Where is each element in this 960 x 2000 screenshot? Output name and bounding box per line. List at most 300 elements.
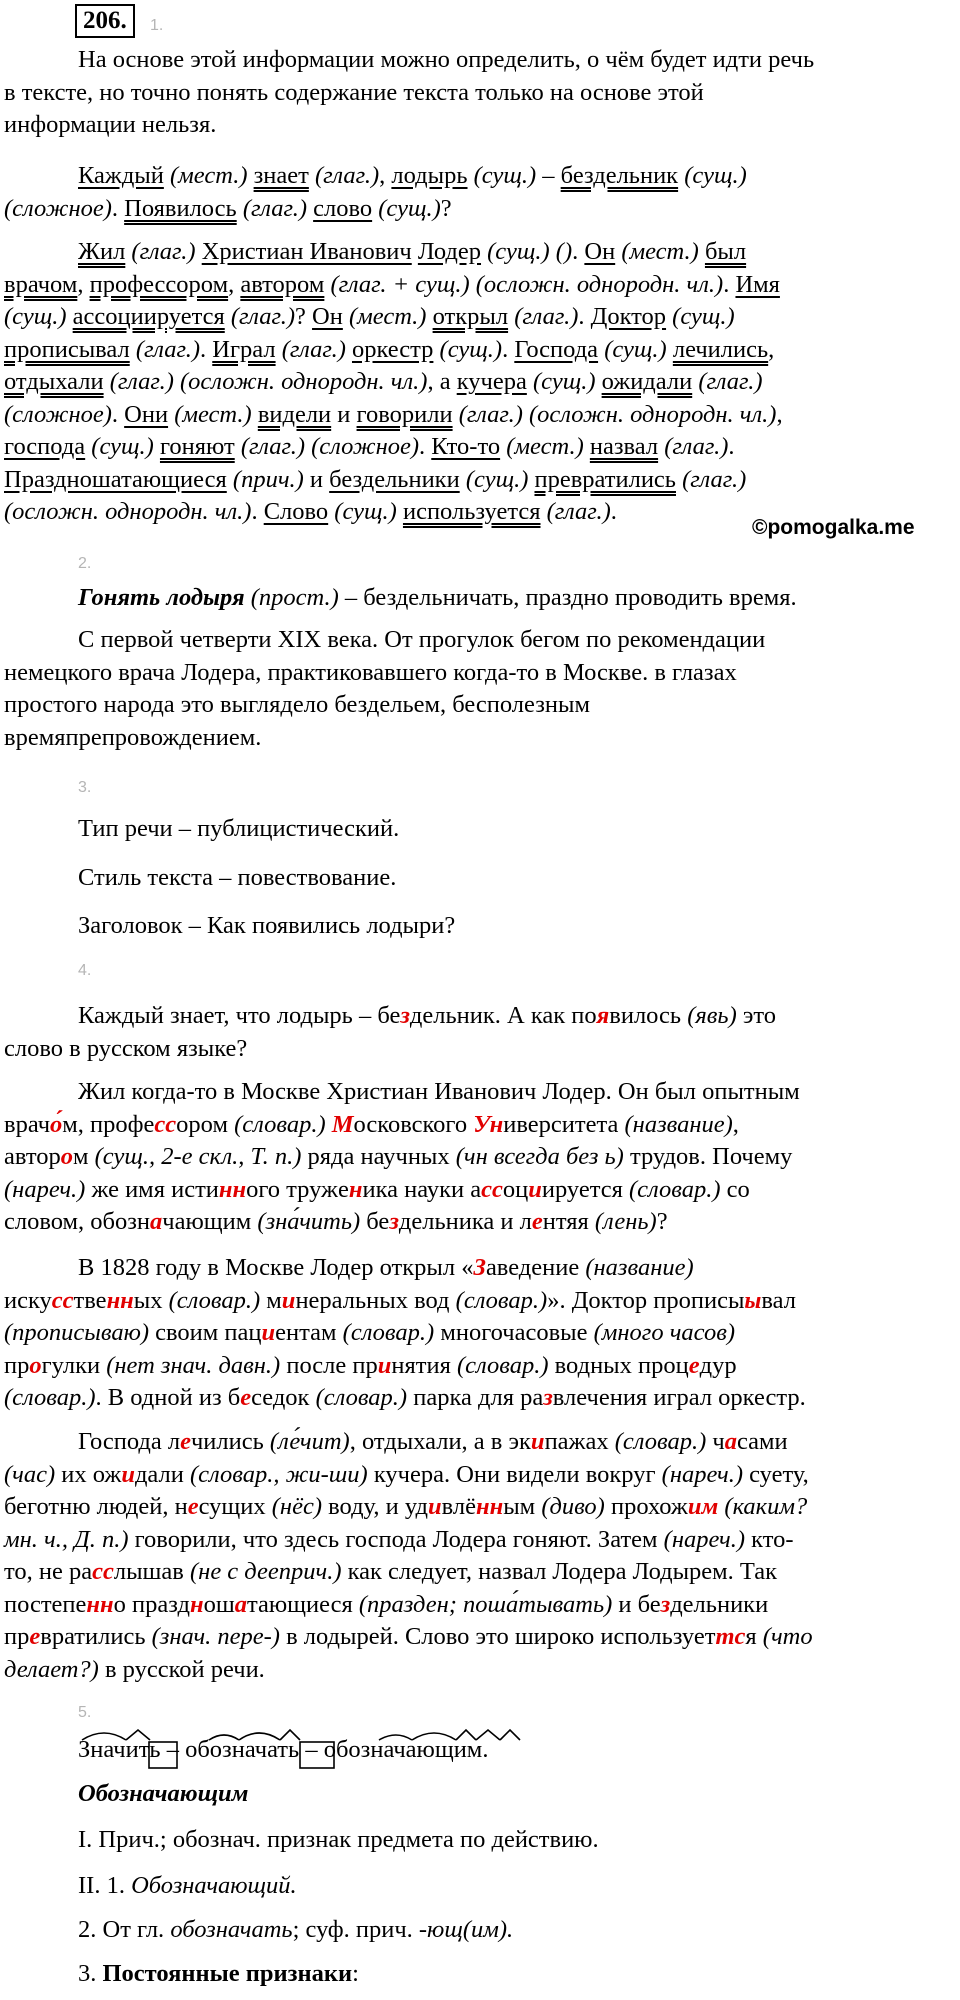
text-line: [4, 1141, 950, 1174]
text-segment: слово в русском языке?: [4, 1034, 248, 1062]
line-prefix: II. 1.: [78, 1872, 132, 1899]
grammar-note: делает?): [4, 1655, 99, 1683]
text-segment: ором: [176, 1110, 235, 1138]
text-segment: .: [572, 238, 585, 265]
grammar-note: мн. ч., Д. п.): [4, 1525, 129, 1553]
text-segment: вал: [761, 1286, 796, 1314]
grammar-note: (словар.): [457, 1351, 549, 1379]
analysis-line-2: [78, 1870, 960, 1903]
task-number-1: 1.: [150, 17, 164, 34]
grammar-note: (глаг.): [281, 335, 346, 363]
text-segment: Жил когда-то в Москве Христиан Иванович Лодер. Он был опытным: [78, 1078, 800, 1105]
spelling-highlight: о: [60, 1143, 73, 1170]
text-segment: .: [111, 194, 125, 222]
text-segment: .: [502, 335, 515, 363]
grammar-note: (каким?: [724, 1493, 808, 1520]
spelling-highlight: нн: [106, 1286, 134, 1314]
spelling-highlight: н: [189, 1590, 204, 1618]
text-line: [4, 366, 950, 399]
grammar-note: (словар.): [629, 1175, 721, 1203]
task-number-5: 5.: [78, 1704, 92, 1721]
text-segment: о празд: [113, 1590, 190, 1618]
text-segment: сами: [736, 1428, 788, 1455]
text-line: С первой четверти XIX века. От прогулок бегом по рекомендации: [78, 626, 766, 653]
subject-word: Господа: [514, 335, 599, 363]
grammar-note: (много часов): [593, 1319, 735, 1346]
grammar-note: (знач. пере-): [151, 1623, 280, 1650]
text-line: [4, 1491, 950, 1524]
part1-sentence2: [4, 236, 950, 529]
grammar-note: (словар.): [455, 1286, 548, 1314]
text-segment: – бездельничать, праздно проводить время.: [338, 584, 797, 611]
text-line: [4, 269, 950, 302]
analysis-heading: Обозначающим: [78, 1780, 249, 1807]
line-end: :: [352, 1960, 359, 1987]
grammar-note: (словар.): [4, 1384, 96, 1411]
text-segment: автор: [4, 1143, 61, 1170]
text-segment: ряда научных: [301, 1143, 456, 1170]
grammar-note: (сущ.): [487, 238, 550, 265]
predicate-word: ожидали: [601, 368, 693, 395]
text-segment: дельник. А как по: [409, 1002, 597, 1029]
text-segment: иверситета: [503, 1110, 625, 1138]
text-segment: ». Доктор прописы: [547, 1286, 745, 1314]
text-line: [4, 1317, 950, 1350]
text-segment: как следует, назвал Лодера Лодырем. Так: [341, 1558, 778, 1585]
text-segment: м: [72, 1143, 95, 1170]
task-number-4: 4.: [78, 962, 92, 979]
grammar-note: (осложн. однородн. чл.): [529, 400, 777, 428]
subject-word: Они: [124, 400, 169, 428]
spelling-highlight: и: [530, 1428, 545, 1455]
text-segment: дали: [134, 1460, 190, 1488]
spelling-highlight: нн: [476, 1493, 504, 1520]
text-segment: влечения играл оркестр.: [552, 1384, 806, 1411]
spelling-highlight: и: [528, 1175, 542, 1203]
subject-word: господа: [4, 433, 86, 460]
grammar-note: (нёс): [271, 1493, 322, 1520]
text-segment: нтяя: [542, 1208, 595, 1235]
predicate-word: врачом: [4, 270, 78, 298]
grammar-note: (лень): [594, 1208, 657, 1235]
grammar-note: (глаг.): [131, 238, 196, 265]
text-segment: ым: [503, 1493, 542, 1520]
spelling-highlight: о́: [50, 1110, 63, 1138]
grammar-note: (сущ.): [439, 335, 503, 363]
text-segment: ируется: [541, 1175, 629, 1203]
text-segment: беготню людей, н: [4, 1493, 188, 1520]
text-segment: лышав: [113, 1558, 190, 1585]
grammar-note: (сущ.): [604, 335, 667, 363]
subject-word: Доктор: [590, 303, 667, 330]
text-segment: ,: [776, 400, 783, 428]
grammar-note: (глаг.): [109, 368, 174, 395]
grammar-note: (сущ.): [334, 498, 397, 525]
morph-word-2: обозначать: [185, 1736, 300, 1763]
text-line: [4, 1654, 950, 1687]
text-line: [4, 1382, 950, 1415]
text-segment: дельника и л: [398, 1208, 532, 1235]
text-segment: , отдыхали, а в эк: [349, 1428, 531, 1455]
subject-word: бездельники: [329, 465, 460, 493]
subject-word: Он: [312, 303, 343, 330]
predicate-word: видели: [257, 400, 332, 428]
grammar-note: (нареч.): [661, 1460, 743, 1488]
grammar-note: (сущ.): [465, 465, 529, 493]
subject-word: Лодер: [417, 238, 482, 265]
line-prefix: 2. От гл.: [78, 1916, 171, 1943]
suffix-mark: [500, 1730, 520, 1740]
text-segment: Господа л: [78, 1428, 181, 1455]
text-segment: седок: [251, 1384, 316, 1411]
grammar-note: (осложн. однородн. чл.): [180, 368, 428, 395]
grammar-note: (сущ.): [91, 433, 154, 460]
text-segment: парка для ра: [407, 1384, 544, 1411]
grammar-note: (мест.): [174, 400, 252, 428]
predicate-word: бездельник: [560, 162, 679, 189]
text-segment: осковского: [353, 1110, 474, 1138]
spelling-highlight: а: [150, 1208, 163, 1235]
morph-word-3: обозначающим.: [323, 1736, 489, 1763]
text-title: Заголовок – Как появились лодыри?: [78, 912, 456, 939]
text-segment: то, не ра: [4, 1558, 93, 1585]
text-segment: ого тружe: [246, 1175, 349, 1203]
subject-word: оркестр: [351, 335, 434, 363]
dash: –: [166, 1736, 179, 1763]
predicate-word: автором: [240, 270, 325, 298]
speech-type: Тип речи – публицистический.: [78, 815, 400, 842]
spelling-highlight: и: [261, 1319, 276, 1346]
grammar-note: (глаг. + сущ.): [330, 270, 470, 298]
text-segment: пажах: [544, 1428, 615, 1455]
text-line: [4, 1206, 950, 1239]
text-line: [4, 1459, 950, 1492]
spelling-highlight: а: [724, 1428, 737, 1455]
text-segment: в лодырей. Слово это широко использует: [279, 1623, 716, 1650]
subject-word: Слово: [263, 498, 329, 525]
spelling-highlight: е: [240, 1384, 252, 1411]
grammar-note: (чн всегда без ь): [455, 1143, 624, 1170]
text-segment: словом, обозн: [4, 1208, 151, 1235]
spelling-highlight: и: [428, 1493, 442, 1520]
predicate-word: прописывал: [4, 335, 130, 363]
predicate-word: ассоциируется: [72, 303, 225, 330]
grammar-note: (глаг.): [514, 303, 579, 330]
text-line: [4, 1252, 950, 1285]
text-segment: и бе: [612, 1590, 661, 1618]
text-segment: В 1828 году в Москве Лодер открыл «: [78, 1254, 474, 1281]
grammar-note: (глаг.): [458, 400, 523, 428]
text-segment: сущих: [198, 1493, 272, 1520]
text-segment: ?: [295, 303, 313, 330]
text-segment: многочасовые: [434, 1319, 594, 1346]
part4-paragraph2: [4, 1076, 950, 1239]
text-segment: . В одной из б: [95, 1384, 241, 1411]
text-segment: ,: [77, 270, 90, 298]
text-segment: ика науки а: [362, 1175, 482, 1203]
grammar-note: (нет знач. давн.): [106, 1351, 281, 1379]
text-line: [4, 334, 950, 367]
spelling-highlight: з: [660, 1590, 671, 1618]
text-segment: –: [536, 162, 561, 189]
analysis-line-3: [78, 1914, 960, 1947]
text-segment: чающим: [162, 1208, 258, 1235]
subject-word: Каждый: [78, 162, 164, 189]
text-segment: и: [331, 400, 357, 428]
part4-paragraph4: [4, 1426, 950, 1686]
grammar-note: (мест.): [506, 433, 584, 460]
part2-paragraph: [4, 624, 950, 754]
text-segment: .: [111, 400, 125, 428]
subject-word: Имя: [735, 270, 780, 298]
text-style: Стиль текста – повествование.: [78, 864, 397, 891]
text-line: простого народа это выглядело бездельем, бесполезным: [4, 691, 590, 718]
text-segment: , а: [427, 368, 457, 395]
text-segment: дур: [699, 1351, 737, 1379]
grammar-note: (нареч.): [663, 1525, 745, 1553]
text-line: [4, 1285, 950, 1318]
text-segment: .: [578, 303, 591, 330]
grammar-note: (ле́чит): [269, 1428, 350, 1455]
grammar-note: (сложное): [4, 400, 112, 428]
text-segment: их ож: [55, 1460, 122, 1488]
text-line: [4, 1621, 950, 1654]
text-line: [4, 582, 950, 615]
watermark: ©pomogalka.me: [752, 516, 915, 539]
grammar-note: (диво): [541, 1493, 605, 1520]
line-prefix: 3.: [78, 1960, 103, 1987]
morpheme-parsing: [4, 1712, 950, 1772]
text-segment: ,: [379, 162, 392, 189]
spelling-highlight: е: [180, 1428, 191, 1455]
grammar-note: (сущ.): [378, 194, 441, 222]
text-line: [4, 431, 950, 464]
text-segment: ,: [768, 335, 775, 363]
text-line: [4, 1174, 950, 1207]
text-segment: воду, и уд: [322, 1493, 428, 1520]
grammar-note: (зна́чить): [257, 1208, 361, 1235]
text-line: [4, 1076, 950, 1109]
text-line: На основе этой информации можно определить, о чём будет идти речь: [78, 46, 815, 73]
predicate-word: используется: [402, 498, 541, 525]
task-number-2: 2.: [78, 555, 92, 572]
spelling-highlight: нн: [218, 1175, 247, 1203]
spelling-highlight: н: [348, 1175, 363, 1203]
text-line: информации нельзя.: [4, 111, 217, 138]
spelling-highlight: З: [473, 1254, 486, 1281]
text-segment: .: [610, 498, 617, 525]
constant-features-label: Постоянные признаки: [102, 1960, 353, 1987]
spelling-highlight: з: [543, 1384, 553, 1411]
text-segment: водных проц: [548, 1351, 689, 1379]
text-line: [4, 1524, 950, 1557]
text-segment: тве: [73, 1286, 107, 1314]
spelling-highlight: им: [687, 1493, 719, 1520]
predicate-word: открыл: [432, 303, 509, 330]
grammar-note: (осложн. однородн. чл.): [475, 270, 724, 298]
text-segment: пр: [4, 1351, 30, 1379]
text-segment: и: [303, 465, 330, 493]
text-line: в тексте, но точно понять содержание текста только на основе этой: [4, 78, 704, 106]
predicate-word: лечились: [672, 335, 769, 363]
grammar-note: (словар.): [234, 1110, 326, 1138]
grammar-note: (название): [624, 1110, 733, 1138]
text-segment: иску: [4, 1286, 52, 1314]
predicate-word: Жил: [78, 238, 126, 265]
text-segment: постепе: [4, 1590, 87, 1618]
grammar-note: (сущ.): [4, 303, 67, 330]
text-line: [4, 236, 950, 269]
grammar-note: (словар.): [614, 1428, 707, 1455]
text-segment: дельники: [670, 1590, 769, 1618]
grammar-note: (глаг.): [682, 465, 747, 493]
text-line: [4, 1109, 950, 1142]
morph-word-1: Значить: [78, 1736, 161, 1763]
subject-word: Кто-то: [431, 433, 501, 460]
spelling-highlight: сс: [92, 1558, 114, 1585]
spelling-highlight: е: [187, 1493, 199, 1520]
predicate-word: превратились: [534, 465, 676, 493]
text-segment: прохож: [604, 1493, 688, 1520]
text-line: [4, 1033, 950, 1066]
text-segment: .: [200, 335, 213, 363]
spelling-highlight: сс: [51, 1286, 74, 1314]
grammar-note: (явь): [687, 1002, 737, 1029]
subject-word: слово: [313, 194, 373, 222]
subject-word: кучера: [456, 368, 527, 395]
grammar-note: (сущ.): [473, 162, 537, 189]
text-segment: кучера. Они видели вокруг: [367, 1460, 662, 1488]
text-line: [4, 1589, 950, 1622]
text-segment: врач: [4, 1110, 51, 1138]
text-line: [4, 1556, 950, 1589]
text-segment: влё: [441, 1493, 476, 1520]
text-line: [4, 1000, 950, 1033]
text-segment: .: [419, 433, 432, 460]
grammar-note: (глаг.): [230, 303, 296, 330]
text-segment: .: [728, 433, 735, 460]
spelling-highlight: сс: [481, 1175, 503, 1203]
analysis-line-4: [78, 1958, 960, 1991]
text-segment: гулки: [41, 1351, 107, 1379]
initial-form: Обозначающий.: [131, 1872, 297, 1899]
grammar-note: (глаг.): [242, 194, 307, 222]
grammar-note: (глаг.): [135, 335, 201, 363]
predicate-word: назвал: [589, 433, 659, 460]
predicate-word: Играл: [212, 335, 276, 363]
text-segment: ,: [732, 1110, 739, 1138]
text-segment: это: [736, 1002, 777, 1029]
subject-word: Праздношатающиеся: [4, 465, 227, 493]
spelling-highlight: Ун: [473, 1110, 504, 1138]
grammar-note: (прост.): [250, 584, 339, 611]
grammar-note: (час): [4, 1460, 56, 1488]
analysis-line-1: I. Прич.; обознач. признак предмета по действию.: [78, 1826, 599, 1853]
grammar-note: (глаг.): [664, 433, 729, 460]
grammar-note: (сущ.): [532, 368, 596, 395]
text-segment: ых: [133, 1286, 169, 1314]
grammar-note: (нареч.): [4, 1175, 86, 1203]
grammar-note: (прописываю): [4, 1319, 150, 1346]
part1-sentence1: [4, 160, 950, 225]
grammar-note: (словар.): [315, 1384, 408, 1411]
spelling-highlight: я: [596, 1002, 610, 1029]
spelling-highlight: е: [688, 1351, 700, 1379]
grammar-note: (сущ., 2-е скл., Т. п.): [94, 1143, 302, 1170]
grammar-note: (словар.): [342, 1319, 435, 1346]
subject-word: лодырь: [391, 162, 468, 189]
text-segment: в русской речи.: [98, 1655, 265, 1683]
text-segment: ентам: [275, 1319, 343, 1346]
text-segment: суету,: [743, 1460, 809, 1488]
text-segment: вилось: [609, 1002, 688, 1029]
predicate-word: Появилось: [124, 194, 237, 222]
morpheme-line: [78, 1734, 488, 1767]
grammar-note: (не с дееприч.): [190, 1558, 342, 1585]
text-segment: нятия: [391, 1351, 457, 1379]
text-segment: Каждый знает, что лодырь – бе: [78, 1002, 401, 1029]
text-segment: пр: [4, 1623, 30, 1650]
text-line: времяпрепровождением.: [4, 723, 262, 751]
grammar-note: (сущ.): [684, 162, 747, 189]
text-segment: кто-: [745, 1525, 794, 1553]
grammar-note: (сложное): [4, 194, 112, 222]
spelling-highlight: а: [234, 1590, 247, 1618]
text-segment: оц: [502, 1175, 529, 1203]
text-segment: тающиеся: [246, 1590, 359, 1618]
grammar-note: (глаг.): [240, 433, 305, 460]
subject-word: Он: [584, 238, 616, 265]
grammar-note: (глаг.): [698, 368, 763, 395]
text-segment: со: [720, 1175, 750, 1203]
grammar-note: (мест.): [348, 303, 427, 330]
grammar-note: (сложное): [311, 433, 420, 460]
text-segment: чились: [190, 1428, 270, 1455]
grammar-note: (прич.): [232, 465, 304, 493]
exercise-number: 206.: [75, 4, 135, 38]
text-line: [4, 1350, 950, 1383]
predicate-word: знает: [253, 162, 309, 189]
text-segment: же имя исти: [85, 1175, 219, 1203]
grammar-note: (празден; поша́тывать): [358, 1590, 613, 1618]
predicate-word: профессором: [89, 270, 229, 298]
text-segment: м: [260, 1286, 282, 1314]
spelling-highlight: М: [331, 1110, 354, 1138]
grammar-note: (мест.): [621, 238, 699, 265]
text-line: [4, 301, 950, 334]
grammar-note: (словар.): [168, 1286, 261, 1314]
text-segment: аведение: [485, 1254, 586, 1281]
spelling-highlight: ы: [744, 1286, 762, 1314]
spelling-highlight: тс: [715, 1623, 746, 1650]
spelling-highlight: е: [531, 1208, 543, 1235]
text-line: [4, 160, 950, 193]
spelling-highlight: е: [29, 1623, 41, 1650]
part2: [4, 582, 950, 615]
text-segment: после пр: [280, 1351, 378, 1379]
text-segment: неральных вод: [295, 1286, 456, 1314]
text-segment: говорили, что здесь господа Лодера гоняют. Затем: [128, 1525, 664, 1553]
text-segment: ош: [203, 1590, 235, 1618]
text-segment: трудов. Почему: [623, 1143, 793, 1170]
text-segment: ?: [440, 194, 452, 222]
text-segment: .: [723, 270, 736, 298]
text-segment: бе: [360, 1208, 390, 1235]
dash: –: [305, 1736, 318, 1763]
text-segment: я: [745, 1623, 763, 1650]
spelling-highlight: и: [281, 1286, 296, 1314]
grammar-note: (глаг.): [546, 498, 611, 525]
